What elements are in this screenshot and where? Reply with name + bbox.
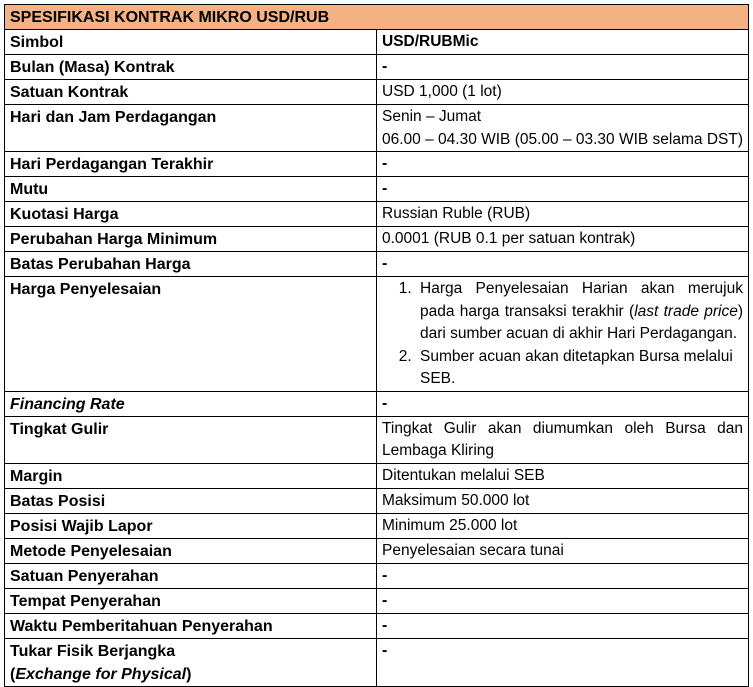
table-header-row xyxy=(5,5,749,30)
table-title: SPESIFIKASI KONTRAK MIKRO USD/RUB xyxy=(5,5,749,30)
row-value: - xyxy=(377,391,749,416)
trading-hours: 06.00 – 04.30 WIB (05.00 – 03.30 WIB selama DST) xyxy=(382,130,743,148)
table-row-tingkat-gulir xyxy=(5,416,749,463)
row-value: - xyxy=(377,563,749,588)
table-row-metode-penyelesaian xyxy=(5,538,749,563)
row-value: - xyxy=(377,588,749,613)
table-row-batas-perubahan xyxy=(5,252,749,277)
table-row-mutu xyxy=(5,177,749,202)
row-value: 0.0001 (RUB 0.1 per satuan kontrak) xyxy=(377,227,749,252)
row-value: Minimum 25.000 lot xyxy=(377,513,749,538)
row-value: - xyxy=(377,252,749,277)
row-label: Tingkat Gulir xyxy=(5,416,377,463)
row-value: Ditentukan melalui SEB xyxy=(377,463,749,488)
table-row-perubahan-minimum xyxy=(5,227,749,252)
row-label: Posisi Wajib Lapor xyxy=(5,513,377,538)
row-value: Tingkat Gulir akan diumumkan oleh Bursa dan Lembaga Kliring xyxy=(377,416,749,463)
trading-days: Senin – Jumat xyxy=(382,108,482,125)
row-label: Simbol xyxy=(5,30,377,55)
row-value: Maksimum 50.000 lot xyxy=(377,488,749,513)
row-value xyxy=(377,277,749,392)
table-row-hari-terakhir xyxy=(5,152,749,177)
list-text: ) dari sumber acuan di akhir Hari Perdagangan. xyxy=(420,302,743,342)
row-label: Mutu xyxy=(5,177,377,202)
row-value: USD 1,000 (1 lot) xyxy=(377,80,749,105)
row-value: Russian Ruble (RUB) xyxy=(377,202,749,227)
settlement-list xyxy=(382,278,743,391)
paren-open: ( xyxy=(10,665,16,683)
row-label: Satuan Penyerahan xyxy=(5,563,377,588)
table-row-posisi-wajib-lapor xyxy=(5,513,749,538)
list-item: 2. Sumber acuan akan ditetapkan Bursa melalui SEB. xyxy=(416,346,743,391)
row-value: - xyxy=(377,177,749,202)
list-item xyxy=(416,278,743,346)
row-value: - xyxy=(377,55,749,80)
table-row-bulan-kontrak xyxy=(5,55,749,80)
table-row-kuotasi xyxy=(5,202,749,227)
row-label: Financing Rate xyxy=(5,391,377,416)
row-label: Hari dan Jam Perdagangan xyxy=(5,105,377,152)
row-value xyxy=(377,105,749,152)
table-row-waktu-pemberitahuan xyxy=(5,613,749,638)
table-row-satuan-kontrak xyxy=(5,80,749,105)
row-label: Kuotasi Harga xyxy=(5,202,377,227)
row-label: Waktu Pemberitahuan Penyerahan xyxy=(5,613,377,638)
table-row-hari-jam xyxy=(5,105,749,152)
row-label: Batas Posisi xyxy=(5,488,377,513)
table-row-simbol xyxy=(5,30,749,55)
row-value: - xyxy=(377,152,749,177)
table-row-batas-posisi xyxy=(5,488,749,513)
row-value: - xyxy=(377,638,749,686)
table-row-financing-rate xyxy=(5,391,749,416)
table-row-tempat-penyerahan xyxy=(5,588,749,613)
row-label: Metode Penyelesaian xyxy=(5,538,377,563)
row-value: - xyxy=(377,613,749,638)
row-label: Satuan Kontrak xyxy=(5,80,377,105)
row-label: Margin xyxy=(5,463,377,488)
list-text-italic: last trade price xyxy=(634,302,738,320)
row-label: Hari Perdagangan Terakhir xyxy=(5,152,377,177)
table-row-margin xyxy=(5,463,749,488)
row-label: Perubahan Harga Minimum xyxy=(5,227,377,252)
table-row-harga-penyelesaian xyxy=(5,277,749,392)
list-text: Harga Penyelesaian Harian akan merujuk pada harga transaksi terakhir ( xyxy=(420,280,743,320)
table-row-satuan-penyerahan xyxy=(5,563,749,588)
row-label: Bulan (Masa) Kontrak xyxy=(5,55,377,80)
row-label: Batas Perubahan Harga xyxy=(5,252,377,277)
row-value: Penyelesaian secara tunai xyxy=(377,538,749,563)
row-label-italic: Exchange for Physical xyxy=(15,665,187,683)
row-label-sub xyxy=(10,663,371,686)
row-label-main: Tukar Fisik Berjangka xyxy=(10,642,176,660)
row-value: USD/RUBMic xyxy=(377,30,749,55)
contract-spec-table xyxy=(4,4,749,687)
paren-close: ) xyxy=(186,665,192,683)
row-label: Harga Penyelesaian xyxy=(5,277,377,392)
row-label: Tempat Penyerahan xyxy=(5,588,377,613)
